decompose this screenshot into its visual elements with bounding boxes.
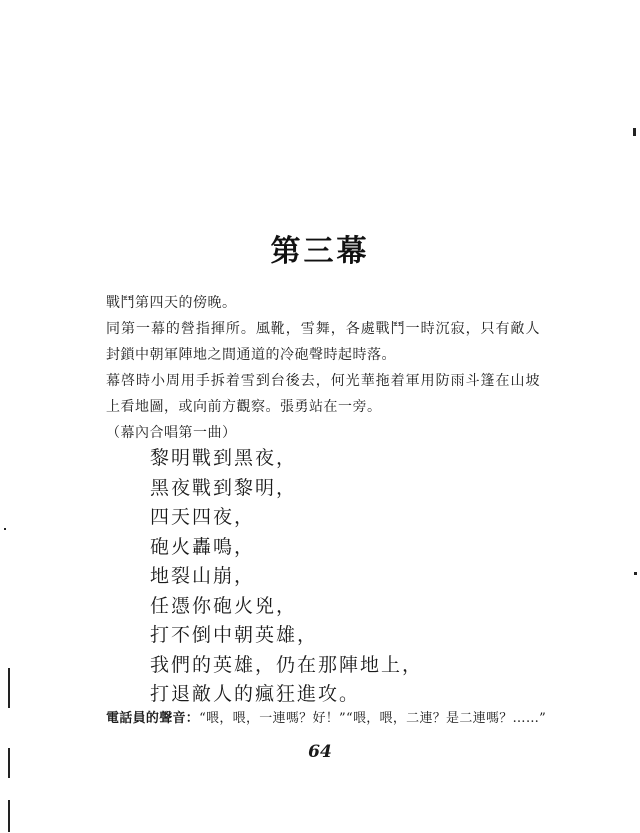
scan-edge-mark <box>4 528 6 530</box>
song-line: 地裂山崩， <box>150 565 256 587</box>
page-number: 64 <box>308 742 332 762</box>
song-line: 打退敵人的瘋狂進攻。 <box>150 683 361 705</box>
song-line: 打不倒中朝英雄， <box>150 624 319 646</box>
song-line: 四天四夜， <box>150 506 256 528</box>
stage-direction-setting: 同第一幕的營指揮所。風靴，雪舞，各處戰鬥一時沉寂，只有敵人封鎖中朝軍陣地之間通道的冷砲聲時起時落。 <box>106 321 540 363</box>
song-line: 砲火轟鳴， <box>150 535 256 558</box>
phone-speech: “喂，喂，一連嗎？好！”“喂，喂，二連？是二連嗎？……” <box>199 711 547 726</box>
song-line: 我們的英雄，仍在那陣地上， <box>150 653 424 676</box>
scan-edge-mark <box>8 800 10 832</box>
song-line: 任憑你砲火兇， <box>150 594 298 617</box>
scan-edge-mark <box>634 572 637 575</box>
stage-direction-chorus: （幕內合唱第一曲） <box>106 425 237 441</box>
stage-direction-curtain: 幕啓時小周用手拆着雪到台後去，何光華拖着軍用防雨斗篷在山坡上看地圖，或向前方觀察。張勇站在一旁。 <box>106 373 540 415</box>
phone-dialogue <box>106 708 546 730</box>
phone-speaker: 電話員的聲音： <box>106 711 200 726</box>
stage-direction-time: 戰鬥第四天的傍晚。 <box>106 295 237 311</box>
song-line: 黎明戰到黑夜， <box>150 447 298 469</box>
scan-edge-mark <box>633 128 636 136</box>
act-title: 第三幕 <box>270 234 370 269</box>
scan-edge-mark <box>8 668 10 708</box>
song-line: 黑夜戰到黎明， <box>150 476 298 499</box>
song-verse <box>150 444 530 710</box>
scan-edge-mark <box>8 748 10 778</box>
